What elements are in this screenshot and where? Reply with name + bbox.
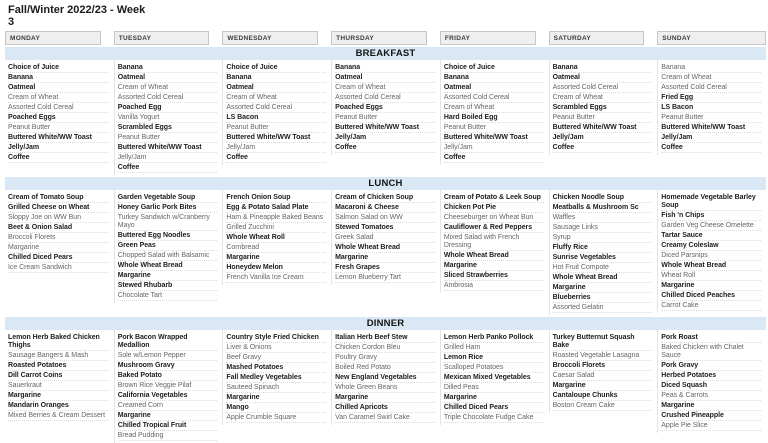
menu-item: Mango <box>226 403 326 413</box>
menu-item: Cornbread <box>226 243 326 253</box>
menu-item: Scalloped Potatoes <box>444 363 544 373</box>
page-title-line1: Fall/Winter 2022/23 - Week <box>8 4 146 16</box>
menu-item: Cream of Tomato Soup <box>8 193 109 203</box>
menu-item: Beet & Onion Salad <box>8 223 109 233</box>
menu-item: Margarine <box>226 253 326 263</box>
menu-item: Assorted Cold Cereal <box>118 93 218 103</box>
menu-item: Grilled Zucchini <box>226 223 326 233</box>
menu-item: Creamed Corn <box>118 401 218 411</box>
menu-item: New England Vegetables <box>335 373 435 383</box>
menu-item: Margarine <box>661 401 761 411</box>
menu-item: Boston Cream Cake <box>553 401 653 411</box>
menu-item: Assorted Gelatin <box>553 303 653 313</box>
menu-item: Whole Wheat Bread <box>335 243 435 253</box>
menu-item: Waffles <box>553 213 653 223</box>
menu-item: Margarine <box>118 271 218 281</box>
menu-item: Fish 'n Chips <box>661 211 761 221</box>
menu-item: Broccoli Florets <box>8 233 109 243</box>
menu-item: Chilled Diced Peaches <box>661 291 761 301</box>
menu-item: Apple Crumble Square <box>226 413 326 423</box>
day-header-row <box>5 31 766 45</box>
day-header-thursday: THURSDAY <box>331 31 427 45</box>
menu-item: Turkey Butternut Squash Bake <box>553 333 653 351</box>
section-header-dinner: DINNER <box>5 317 766 330</box>
menu-item: Oatmeal <box>8 83 109 93</box>
menu-item: Fresh Grapes <box>335 263 435 273</box>
menu-item: Sausage Links <box>553 223 653 233</box>
day-header-saturday: SATURDAY <box>549 31 645 45</box>
menu-item: Peanut Butter <box>661 113 761 123</box>
menu-item: Peanut Butter <box>226 123 326 133</box>
menu-item: Buttered White/WW Toast <box>553 123 653 133</box>
menu-item: Jelly/Jam <box>118 153 218 163</box>
menu-item: Margarine <box>8 243 109 253</box>
breakfast-column-tuesday <box>114 60 223 175</box>
menu-item: Chopped Salad with Balsamic <box>118 251 218 261</box>
menu-item: Margarine <box>553 283 653 293</box>
menu-item: Banana <box>226 73 326 83</box>
menu-item: Peanut Butter <box>335 113 435 123</box>
menu-item: Greek Salad <box>335 233 435 243</box>
menu-item: Jelly/Jam <box>553 133 653 143</box>
day-header-cell <box>549 31 658 45</box>
menu-item: Margarine <box>335 393 435 403</box>
menu-item: Hard Boiled Egg <box>444 113 544 123</box>
menu-item: Assorted Cold Cereal <box>661 83 761 93</box>
menu-item: Beef Gravy <box>226 353 326 363</box>
menu-item: Baked Potato <box>118 371 218 381</box>
menu-item: California Vegetables <box>118 391 218 401</box>
dinner-column-monday <box>5 330 114 423</box>
menu-item: Chicken Noodle Soup <box>553 193 653 203</box>
day-header-cell <box>114 31 223 45</box>
menu-item: Pork Gravy <box>661 361 761 371</box>
menu-item: Lemon Herb Baked Chicken Thighs <box>8 333 109 351</box>
menu-item: Ambrosia <box>444 281 544 291</box>
menu-item: Crushed Pineapple <box>661 411 761 421</box>
menu-item: LS Bacon <box>661 103 761 113</box>
menu-item: Oatmeal <box>118 73 218 83</box>
menu-item: Banana <box>118 63 218 73</box>
menu-item: Grilled Cheese on Wheat <box>8 203 109 213</box>
menu-item: Fall Medley Vegetables <box>226 373 326 383</box>
menu-item: Boiled Red Potato <box>335 363 435 373</box>
menu-item: Chilled Diced Pears <box>8 253 109 263</box>
lunch-column-thursday <box>331 190 440 285</box>
lunch-column-sunday <box>657 190 766 313</box>
menu-item: Peanut Butter <box>8 123 109 133</box>
menu-item: French Vanilla Ice Cream <box>226 273 326 283</box>
menu-item: Stewed Tomatoes <box>335 223 435 233</box>
breakfast-column-thursday <box>331 60 440 155</box>
lunch-column-saturday <box>549 190 658 315</box>
menu-item: Van Caramel Swirl Cake <box>335 413 435 423</box>
menu-item: Macaroni & Cheese <box>335 203 435 213</box>
menu-item: Buttered White/WW Toast <box>118 143 218 153</box>
menu-item: Whole Wheat Bread <box>118 261 218 271</box>
menu-item: Assorted Cold Cereal <box>8 103 109 113</box>
menu-item: Assorted Cold Cereal <box>226 103 326 113</box>
menu-item: Margarine <box>444 261 544 271</box>
menu-item: LS Bacon <box>226 113 326 123</box>
menu-item: Tartar Sauce <box>661 231 761 241</box>
menu-item: Cream of Chicken Soup <box>335 193 435 203</box>
lunch-column-monday <box>5 190 114 275</box>
menu-item: Broccoli Florets <box>553 361 653 371</box>
menu-item: Buttered Egg Noodles <box>118 231 218 241</box>
day-header-monday: MONDAY <box>5 31 101 45</box>
menu-item: Wheat Roll <box>661 271 761 281</box>
menu-item: Banana <box>444 73 544 83</box>
menu-item: French Onion Soup <box>226 193 326 203</box>
menu-item: Dill Carrot Coins <box>8 371 109 381</box>
dinner-column-tuesday <box>114 330 223 443</box>
breakfast-column-sunday <box>657 60 766 155</box>
menu-item: Choice of Juice <box>444 63 544 73</box>
dinner-grid <box>5 330 766 443</box>
menu-item: Banana <box>8 73 109 83</box>
menu-item: Peanut Butter <box>118 133 218 143</box>
menu-item: Herbed Potatoes <box>661 371 761 381</box>
menu-item: Oatmeal <box>226 83 326 93</box>
menu-item: Lemon Blueberry Tart <box>335 273 435 283</box>
menu-item: Sunrise Vegetables <box>553 253 653 263</box>
menu-item: Cantaloupe Chunks <box>553 391 653 401</box>
menu-item: Liver & Onions <box>226 343 326 353</box>
menu-item: Chilled Apricots <box>335 403 435 413</box>
menu-item: Whole Wheat Bread <box>661 261 761 271</box>
menu-item: Blueberries <box>553 293 653 303</box>
menu-item: Cream of Wheat <box>444 103 544 113</box>
menu-item: Margarine <box>444 393 544 403</box>
menu-item: Margarine <box>335 253 435 263</box>
menu-item: Choice of Juice <box>226 63 326 73</box>
menu-item: Sauerkraut <box>8 381 109 391</box>
day-header-sunday: SUNDAY <box>657 31 766 45</box>
menu-item: Sliced Strawberries <box>444 271 544 281</box>
menu-item: Roasted Vegetable Lasagna <box>553 351 653 361</box>
menu-item: Peas & Carrots <box>661 391 761 401</box>
menu-item: Baked Chicken with Chalet Sauce <box>661 343 761 361</box>
menu-item: Buttered White/WW Toast <box>335 123 435 133</box>
breakfast-column-monday <box>5 60 114 165</box>
breakfast-column-saturday <box>549 60 658 155</box>
menu-item: Jelly/Jam <box>661 133 761 143</box>
menu-item: Coffee <box>118 163 218 173</box>
menu-item: Carrot Cake <box>661 301 761 311</box>
menu-item: Poached Eggs <box>335 103 435 113</box>
menu-item: Margarine <box>661 281 761 291</box>
menu-item: Jelly/Jam <box>335 133 435 143</box>
menu-item: Cream of Wheat <box>118 83 218 93</box>
page-title-line2: 3 <box>8 16 15 28</box>
menu-item: Buttered White/WW Toast <box>226 133 326 143</box>
menu-item: Lemon Herb Panko Pollock <box>444 333 544 343</box>
menu-item: Green Peas <box>118 241 218 251</box>
menu-item: Cauliflower & Red Peppers <box>444 223 544 233</box>
dinner-column-sunday <box>657 330 766 433</box>
menu-item: Honeydew Melon <box>226 263 326 273</box>
menu-item: Ice Cream Sandwich <box>8 263 109 273</box>
menu-item: Banana <box>553 63 653 73</box>
menu-item: Chicken Cordon Bleu <box>335 343 435 353</box>
menu-item: Creamy Coleslaw <box>661 241 761 251</box>
menu-item: Pork Roast <box>661 333 761 343</box>
breakfast-grid <box>5 60 766 175</box>
menu-item: Coffee <box>8 153 109 163</box>
menu-item: Egg & Potato Salad Plate <box>226 203 326 213</box>
dinner-column-thursday <box>331 330 440 425</box>
menu-item: Buttered White/WW Toast <box>661 123 761 133</box>
menu-item: Grilled Ham <box>444 343 544 353</box>
breakfast-column-friday <box>440 60 549 165</box>
menu-item: Syrup <box>553 233 653 243</box>
menu-item: Scrambled Eggs <box>118 123 218 133</box>
menu-item: Assorted Cold Cereal <box>444 93 544 103</box>
menu-item: Peanut Butter <box>553 113 653 123</box>
menu-item: Ham & Pineapple Baked Beans <box>226 213 326 223</box>
section-header-lunch: LUNCH <box>5 177 766 190</box>
menu-item: Coffee <box>444 153 544 163</box>
menu-item: Sausage Bangers & Mash <box>8 351 109 361</box>
menu-item: Poached Egg <box>118 103 218 113</box>
weekly-menu-table <box>5 31 766 443</box>
dinner-column-friday <box>440 330 549 425</box>
menu-item: Cream of Wheat <box>661 73 761 83</box>
menu-item: Whole Wheat Roll <box>226 233 326 243</box>
menu-item: Banana <box>335 63 435 73</box>
menu-item: Cream of Wheat <box>8 93 109 103</box>
menu-item: Sloppy Joe on WW Bun <box>8 213 109 223</box>
menu-item: Dilled Peas <box>444 383 544 393</box>
menu-item: Coffee <box>661 143 761 153</box>
menu-item: Coffee <box>335 143 435 153</box>
menu-item: Buttered White/WW Toast <box>8 133 109 143</box>
day-header-cell <box>331 31 440 45</box>
menu-item: Chocolate Tart <box>118 291 218 301</box>
menu-item: Margarine <box>226 393 326 403</box>
menu-item: Diced Squash <box>661 381 761 391</box>
menu-item: Meatballs & Mushroom Sc <box>553 203 653 213</box>
menu-item: Whole Green Beans <box>335 383 435 393</box>
menu-item: Stewed Rhubarb <box>118 281 218 291</box>
page-title <box>8 4 768 28</box>
menu-item: Homemade Vegetable Barley Soup <box>661 193 761 211</box>
lunch-column-wednesday <box>222 190 331 285</box>
menu-item: Brown Rice Veggie Pilaf <box>118 381 218 391</box>
menu-item: Caesar Salad <box>553 371 653 381</box>
day-header-cell <box>222 31 331 45</box>
menu-item: Whole Wheat Bread <box>553 273 653 283</box>
menu-item: Buttered White/WW Toast <box>444 133 544 143</box>
menu-item: Turkey Sandwich w/Cranberry Mayo <box>118 213 218 231</box>
menu-item: Cream of Potato & Leek Soup <box>444 193 544 203</box>
day-header-cell <box>657 31 766 45</box>
menu-item: Margarine <box>8 391 109 401</box>
menu-item: Sauteed Spinach <box>226 383 326 393</box>
day-header-cell <box>5 31 114 45</box>
breakfast-column-wednesday <box>222 60 331 165</box>
day-header-friday: FRIDAY <box>440 31 536 45</box>
menu-item: Assorted Cold Cereal <box>553 83 653 93</box>
menu-item: Roasted Potatoes <box>8 361 109 371</box>
day-header-tuesday: TUESDAY <box>114 31 210 45</box>
menu-item: Chilled Diced Pears <box>444 403 544 413</box>
menu-item: Coffee <box>553 143 653 153</box>
menu-item: Honey Garlic Pork Bites <box>118 203 218 213</box>
menu-item: Salmon Salad on WW <box>335 213 435 223</box>
menu-item: Bread Pudding <box>118 431 218 441</box>
menu-item: Mashed Potatoes <box>226 363 326 373</box>
menu-item: Vanilla Yogurt <box>118 113 218 123</box>
menu-item: Mixed Salad with French Dressing <box>444 233 544 251</box>
menu-item: Chilled Tropical Fruit <box>118 421 218 431</box>
menu-item: Banana <box>661 63 761 73</box>
menu-item: Mushroom Gravy <box>118 361 218 371</box>
menu-item: Jelly/Jam <box>8 143 109 153</box>
menu-item: Coffee <box>226 153 326 163</box>
menu-item: Chicken Pot Pie <box>444 203 544 213</box>
menu-item: Sole w/Lemon Pepper <box>118 351 218 361</box>
menu-item: Cream of Wheat <box>553 93 653 103</box>
dinner-column-saturday <box>549 330 658 413</box>
menu-item: Cream of Wheat <box>226 93 326 103</box>
menu-item: Peanut Butter <box>444 123 544 133</box>
menu-item: Jelly/Jam <box>226 143 326 153</box>
menu-item: Cream of Wheat <box>335 83 435 93</box>
menu-item: Triple Chocolate Fudge Cake <box>444 413 544 423</box>
menu-item: Scrambled Eggs <box>553 103 653 113</box>
menu-item: Mixed Berries & Cream Dessert <box>8 411 109 421</box>
lunch-grid <box>5 190 766 315</box>
dinner-column-wednesday <box>222 330 331 425</box>
menu-item: Margarine <box>118 411 218 421</box>
menu-item: Apple Pie Slice <box>661 421 761 431</box>
menu-item: Country Style Fried Chicken <box>226 333 326 343</box>
menu-item: Oatmeal <box>335 73 435 83</box>
menu-item: Garden Vegetable Soup <box>118 193 218 203</box>
menu-item: Pork Bacon Wrapped Medallion <box>118 333 218 351</box>
day-header-wednesday: WEDNESDAY <box>222 31 318 45</box>
day-header-cell <box>440 31 549 45</box>
menu-item: Garden Veg Cheese Omelette <box>661 221 761 231</box>
menu-item: Mandarin Oranges <box>8 401 109 411</box>
menu-item: Choice of Juice <box>8 63 109 73</box>
menu-item: Hot Fruit Compote <box>553 263 653 273</box>
menu-item: Assorted Cold Cereal <box>335 93 435 103</box>
menu-item: Oatmeal <box>444 83 544 93</box>
menu-item: Poultry Gravy <box>335 353 435 363</box>
lunch-column-tuesday <box>114 190 223 303</box>
menu-item: Whole Wheat Bread <box>444 251 544 261</box>
menu-item: Margarine <box>553 381 653 391</box>
menu-item: Poached Eggs <box>8 113 109 123</box>
menu-item: Diced Parsnips <box>661 251 761 261</box>
menu-item: Cheeseburger on Wheat Bun <box>444 213 544 223</box>
lunch-column-friday <box>440 190 549 293</box>
menu-item: Fluffy Rice <box>553 243 653 253</box>
menu-item: Mexican Mixed Vegetables <box>444 373 544 383</box>
menu-item: Lemon Rice <box>444 353 544 363</box>
menu-item: Italian Herb Beef Stew <box>335 333 435 343</box>
section-header-breakfast: BREAKFAST <box>5 47 766 60</box>
menu-item: Jelly/Jam <box>444 143 544 153</box>
menu-item: Oatmeal <box>553 73 653 83</box>
menu-item: Fried Egg <box>661 93 761 103</box>
